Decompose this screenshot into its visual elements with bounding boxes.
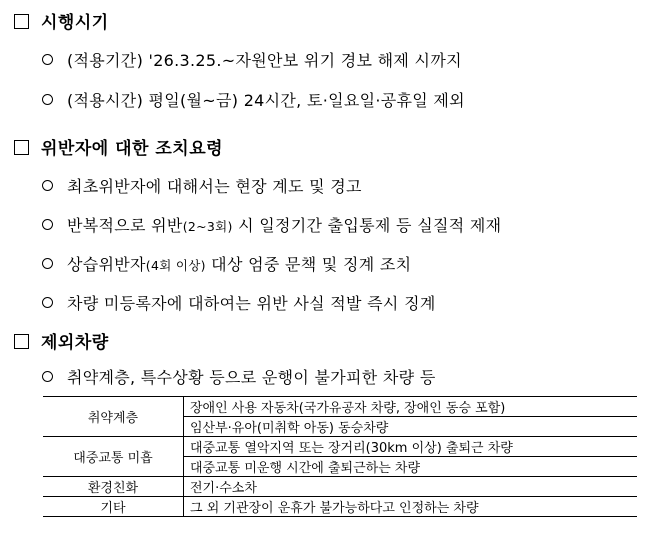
table-row — [43, 477, 637, 497]
item-text: 대상 엄중 문책 및 징계 조치 — [205, 255, 412, 274]
table-row — [43, 497, 637, 517]
item-text-small: (4회 이상) — [145, 258, 206, 273]
checkbox-square-icon — [14, 14, 29, 29]
list-item — [42, 88, 465, 111]
table-category-cell: 환경친화 — [43, 477, 184, 497]
table-cell: 대중교통 미운행 시간에 출퇴근하는 차량 — [184, 457, 638, 477]
list-item — [42, 174, 362, 197]
list-item — [42, 252, 411, 275]
table-row — [43, 397, 637, 417]
circle-bullet-icon — [42, 371, 53, 382]
list-item — [42, 213, 501, 236]
section-heading-excluded-vehicles — [14, 328, 109, 353]
table-category-cell: 대중교통 미흡 — [43, 437, 184, 477]
circle-bullet-icon — [42, 54, 53, 65]
table-cell: 임산부·유아(미취학 아동) 동승차량 — [184, 417, 638, 437]
table-cell: 장애인 사용 자동차(국가유공자 차량, 장애인 동승 포함) — [184, 397, 638, 417]
item-text: 취약계층, 특수상황 등으로 운행이 불가피한 차량 등 — [67, 368, 436, 387]
circle-bullet-icon — [42, 94, 53, 105]
item-text: 반복적으로 위반 — [67, 216, 183, 235]
table-row — [43, 437, 637, 457]
checkbox-square-icon — [14, 140, 29, 155]
table-cell: 대중교통 열악지역 또는 장거리(30km 이상) 출퇴근 차량 — [184, 437, 638, 457]
circle-bullet-icon — [42, 180, 53, 191]
section-heading-text: 제외차량 — [41, 333, 109, 353]
item-text: 차량 미등록자에 대하여는 위반 사실 적발 즉시 징계 — [67, 294, 436, 313]
item-text: 상습위반자 — [67, 255, 146, 274]
section-heading-text: 시행시기 — [41, 13, 109, 33]
item-text: (적용시간) 평일(월~금) 24시간, 토·일요일·공휴일 제외 — [67, 91, 465, 110]
item-text-small: (2~3회) — [182, 219, 233, 234]
list-item — [42, 365, 436, 388]
section-heading-text: 위반자에 대한 조치요령 — [41, 139, 224, 159]
circle-bullet-icon — [42, 258, 53, 269]
table-cell: 전기·수소차 — [184, 477, 638, 497]
table-cell: 그 외 기관장이 운휴가 불가능하다고 인정하는 차량 — [184, 497, 638, 517]
list-item — [42, 291, 436, 314]
table-category-cell: 취약계층 — [43, 397, 184, 437]
checkbox-square-icon — [14, 334, 29, 349]
item-text: 최초위반자에 대해서는 현장 계도 및 경고 — [67, 177, 362, 196]
list-item — [42, 48, 462, 71]
circle-bullet-icon — [42, 219, 53, 230]
item-text: (적용기간) '26.3.25.~자원안보 위기 경보 해제 시까지 — [67, 51, 462, 70]
table-category-cell: 기타 — [43, 497, 184, 517]
item-text: 시 일정기간 출입통제 등 실질적 제재 — [232, 216, 502, 235]
exclusion-table — [43, 396, 637, 517]
section-heading-schedule — [14, 8, 109, 33]
circle-bullet-icon — [42, 297, 53, 308]
section-heading-violation-measures — [14, 134, 223, 159]
